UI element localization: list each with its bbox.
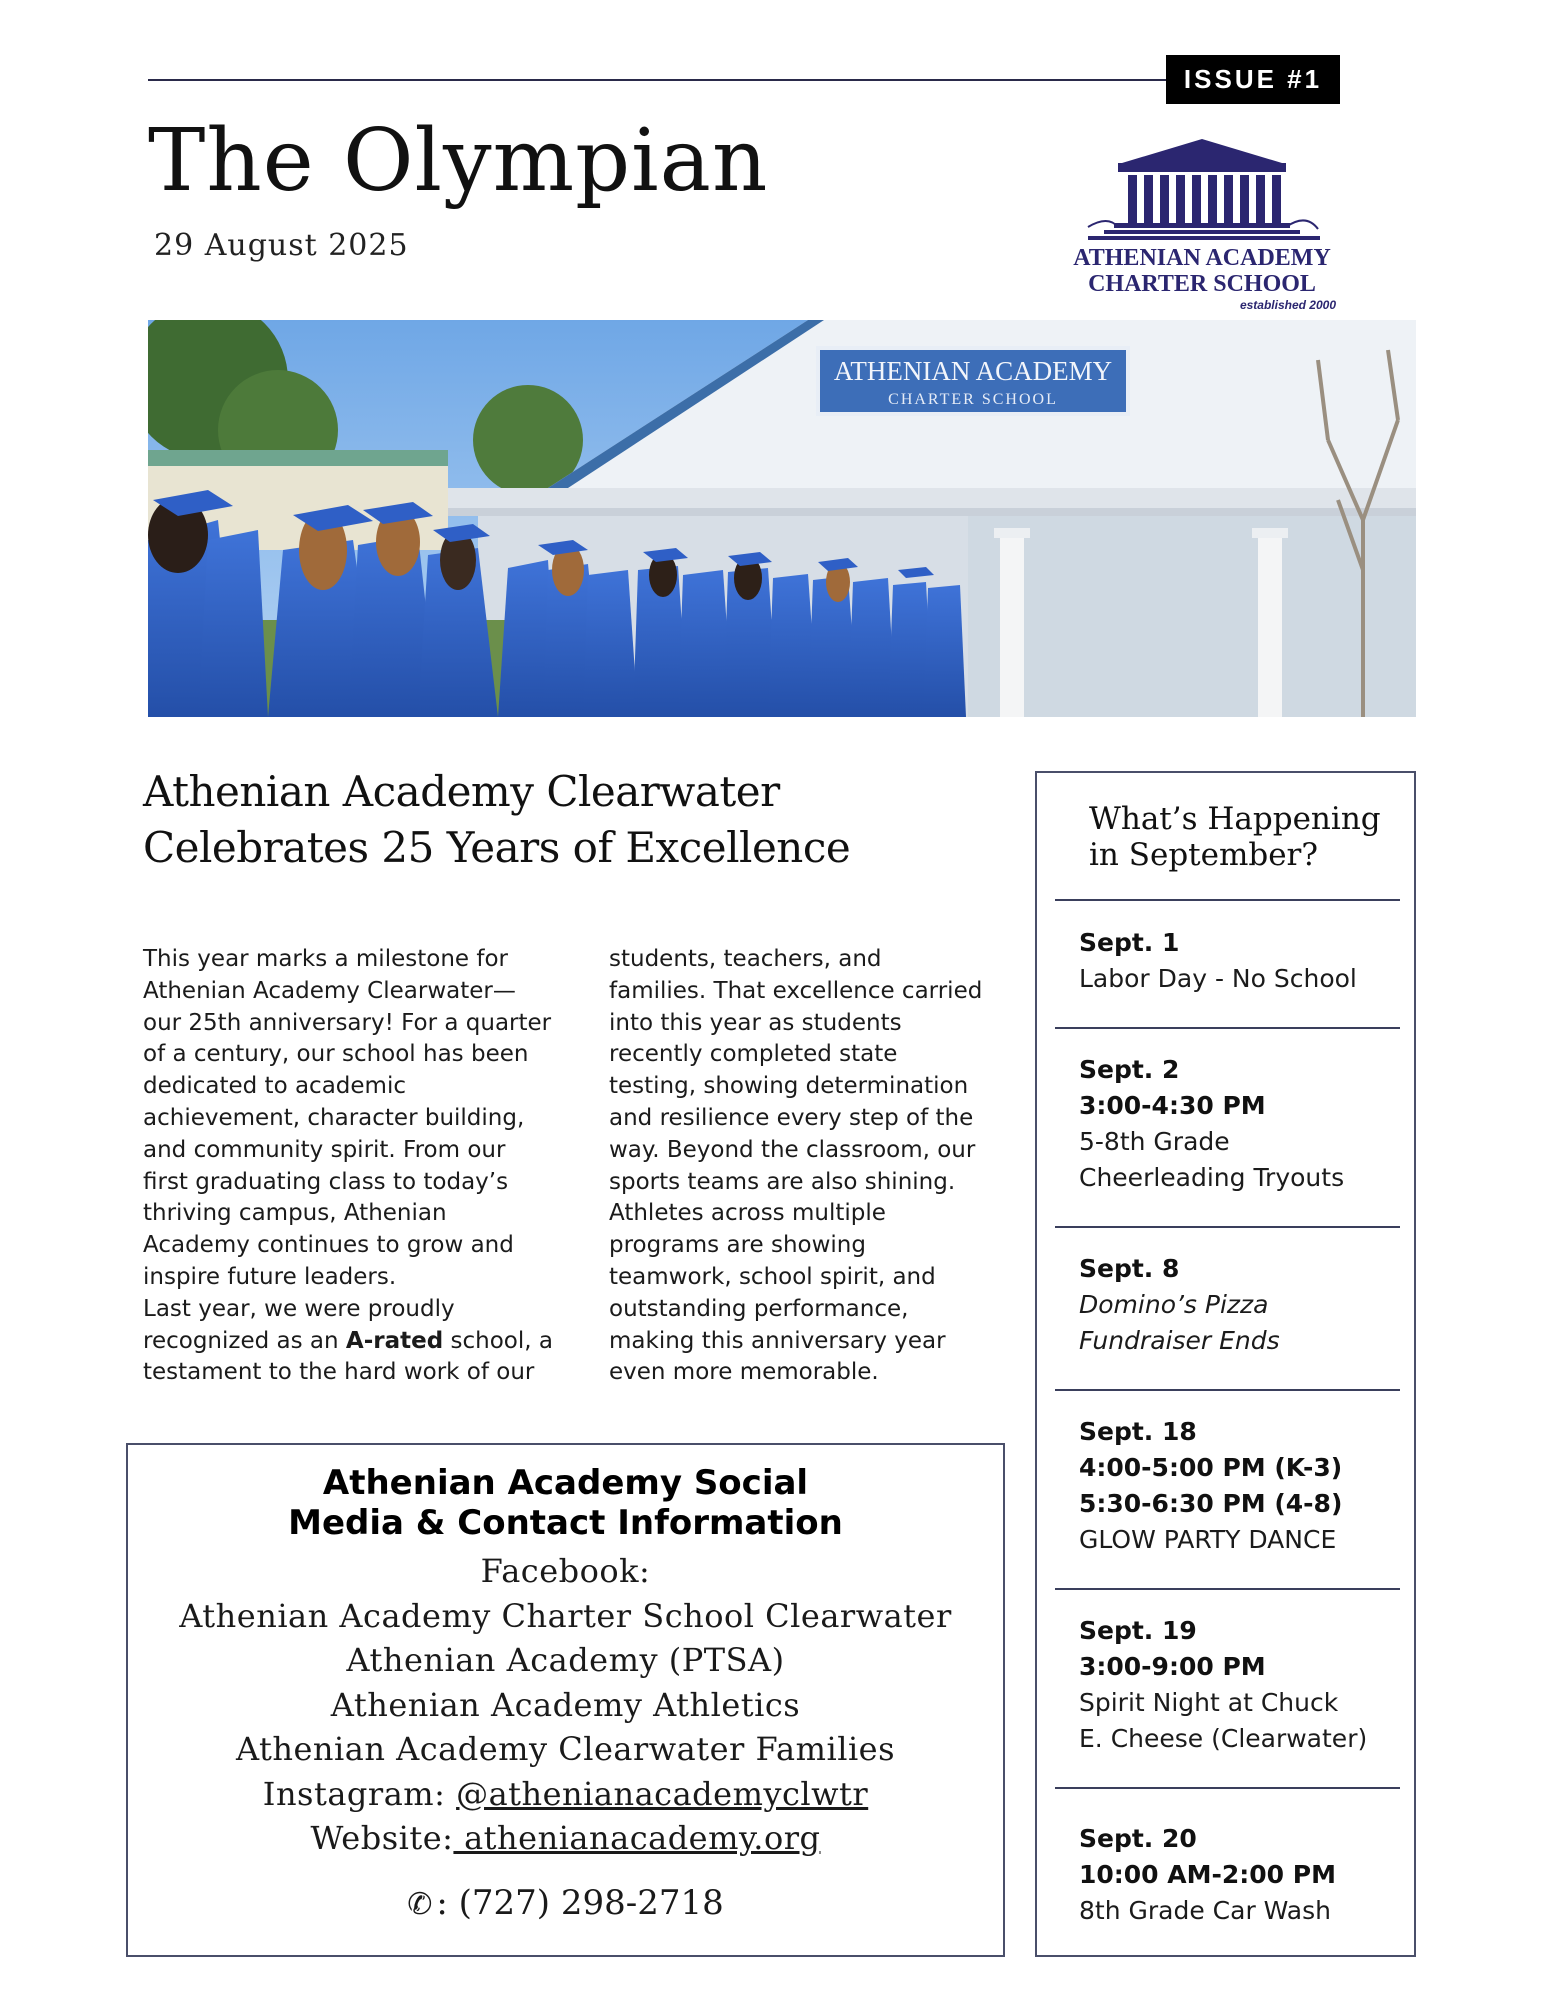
event-date: Sept. 8 (1079, 1254, 1180, 1283)
phone-line (128, 1881, 1003, 1927)
article-line: Athletes across multiple (609, 1200, 886, 1227)
contact-info-box (126, 1443, 1005, 1957)
event-date: Sept. 20 (1079, 1824, 1197, 1853)
contact-title-line-1: Athenian Academy Social (322, 1463, 809, 1503)
facebook-label: Facebook: (480, 1552, 651, 1590)
issue-badge: ISSUE #1 (1166, 55, 1340, 104)
article-line: into this year as students (609, 1009, 902, 1036)
event-time: 3:00-4:30 PM (1079, 1091, 1266, 1120)
event-name: Cheerleading Tryouts (1079, 1163, 1345, 1192)
events-title-line-2: in September? (1089, 837, 1318, 873)
event-name: E. Cheese (Clearwater) (1079, 1724, 1368, 1753)
event-name: Spirit Night at Chuck (1079, 1688, 1339, 1717)
event-divider (1055, 1226, 1400, 1228)
event-item (1079, 1414, 1399, 1558)
article-line: first graduating class to today’s (143, 1168, 509, 1195)
event-name: Labor Day - No School (1079, 964, 1357, 993)
facebook-page-link[interactable]: Athenian Academy Clearwater Families (235, 1730, 896, 1768)
event-time: 4:00-5:00 PM (K-3) (1079, 1453, 1343, 1482)
event-divider (1055, 1389, 1400, 1391)
event-divider (1055, 1027, 1400, 1029)
article-line: testing, showing determination (609, 1073, 969, 1100)
article-line: achievement, character building, (143, 1104, 525, 1131)
contact-title-line-2: Media & Contact Information (288, 1503, 843, 1543)
event-date: Sept. 1 (1079, 928, 1180, 957)
instagram-link[interactable]: @athenianacademyclwtr (456, 1774, 869, 1813)
article-column-2 (609, 944, 1021, 1389)
article-line: and community spirit. From our (143, 1136, 506, 1163)
article-line: students, teachers, and (609, 946, 882, 972)
event-time: 3:00-9:00 PM (1079, 1652, 1266, 1681)
article-line: and resilience every step of the (609, 1104, 974, 1131)
article-text: school, a (443, 1327, 553, 1354)
logo-school-name (1062, 245, 1342, 297)
event-item (1079, 925, 1399, 997)
september-events-box (1035, 771, 1416, 1957)
website-line (128, 1816, 1003, 1861)
graduation-photo-illustration (148, 320, 1416, 717)
facebook-page-link[interactable]: Athenian Academy Athletics (330, 1685, 801, 1724)
facebook-page-link[interactable]: Athenian Academy (PTSA) (346, 1641, 785, 1679)
headline-line-1: Athenian Academy Clearwater (143, 767, 780, 816)
event-time: 5:30-6:30 PM (4-8) (1079, 1489, 1343, 1518)
instagram-label: Instagram: (262, 1774, 457, 1813)
article-line: making this anniversary year (609, 1327, 946, 1354)
article-line: Academy continues to grow and (143, 1232, 514, 1259)
phone-icon: ✆ (407, 1886, 433, 1922)
event-time: 10:00 AM-2:00 PM (1079, 1860, 1336, 1889)
website-link[interactable]: athenianacademy.org (453, 1819, 821, 1857)
article-line: way. Beyond the classroom, our (609, 1136, 976, 1163)
facebook-page-link[interactable]: Athenian Academy Charter School Clearwater (179, 1596, 952, 1635)
event-item (1079, 1052, 1399, 1196)
article-line: of a century, our school has been (143, 1041, 529, 1068)
phone-number[interactable]: : (727) 298-2718 (436, 1882, 724, 1923)
instagram-line (128, 1772, 1003, 1817)
events-title-line-1: What’s Happening (1089, 801, 1381, 837)
article-line: sports teams are also shining. (609, 1168, 956, 1195)
article-line: This year marks a milestone for (143, 946, 508, 972)
article-line: Last year, we were proudly (143, 1295, 455, 1322)
article-line: outstanding performance, (609, 1295, 909, 1322)
event-date: Sept. 18 (1079, 1417, 1197, 1446)
article-line: inspire future leaders. (143, 1263, 397, 1290)
headline-line-2: Celebrates 25 Years of Excellence (143, 823, 851, 872)
event-divider (1055, 899, 1400, 901)
newsletter-title: The Olympian (148, 111, 769, 211)
article-line: families. That excellence carried (609, 977, 983, 1004)
article-line: programs are showing (609, 1232, 866, 1259)
event-name: Domino’s Pizza (1079, 1290, 1269, 1319)
event-name: 8th Grade Car Wash (1079, 1896, 1331, 1925)
article-line: testament to the hard work of our (143, 1359, 535, 1386)
event-divider (1055, 1787, 1400, 1789)
article-line: dedicated to academic (143, 1073, 406, 1100)
event-item (1079, 1251, 1399, 1359)
event-date: Sept. 2 (1079, 1055, 1180, 1084)
article-line: our 25th anniversary! For a quarter (143, 1009, 552, 1036)
event-divider (1055, 1588, 1400, 1590)
parthenon-logo-icon (1078, 135, 1326, 243)
website-label: Website: (310, 1819, 454, 1857)
article-text: recognized as an (143, 1327, 346, 1354)
event-item (1079, 1821, 1399, 1929)
article-line: even more memorable. (609, 1359, 879, 1386)
article-line: Athenian Academy Clearwater— (143, 977, 516, 1004)
article-line: recently completed state (609, 1041, 898, 1068)
school-logo (1062, 135, 1342, 315)
event-date: Sept. 19 (1079, 1616, 1197, 1645)
article-line: teamwork, school spirit, and (609, 1263, 936, 1290)
events-title (1089, 801, 1381, 873)
article-line-rated (143, 1326, 573, 1358)
issue-date: 29 August 2025 (154, 228, 409, 263)
event-name: 5-8th Grade (1079, 1127, 1230, 1156)
contact-title (128, 1463, 1003, 1543)
event-item (1079, 1613, 1399, 1757)
a-rated-emphasis: A-rated (345, 1327, 444, 1354)
event-name: GLOW PARTY DANCE (1079, 1525, 1337, 1554)
article-headline (143, 764, 850, 876)
masthead-rule (148, 79, 1168, 81)
logo-line-1: ATHENIAN ACADEMY (1073, 245, 1331, 271)
article-line: thriving campus, Athenian (143, 1200, 447, 1227)
sign-line-1: ATHENIAN ACADEMY (833, 356, 1113, 386)
logo-established: established 2000 (1239, 298, 1336, 312)
graduation-photo (148, 320, 1416, 717)
sign-line-2: CHARTER SCHOOL (888, 391, 1058, 408)
event-name: Fundraiser Ends (1079, 1326, 1280, 1355)
logo-line-2: CHARTER SCHOOL (1088, 271, 1316, 297)
article-column-1 (143, 944, 573, 1389)
